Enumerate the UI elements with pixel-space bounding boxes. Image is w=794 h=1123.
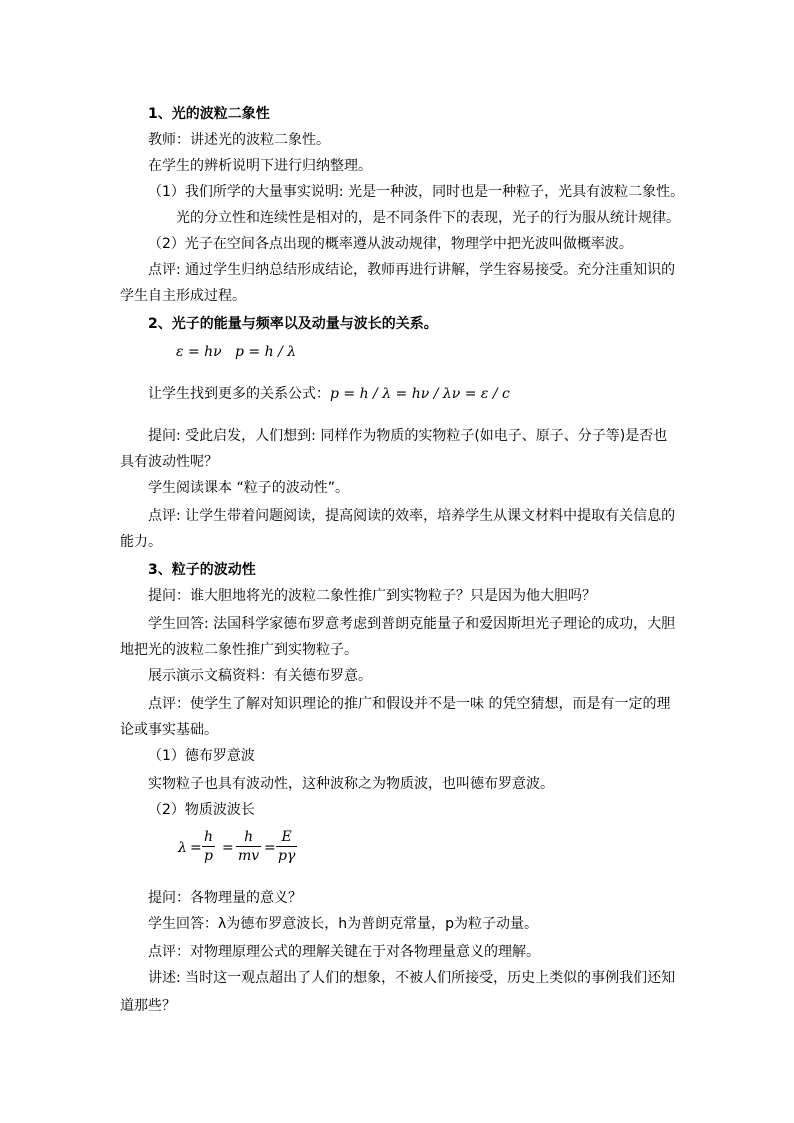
- section-1-heading: 1、光的波粒二象性: [148, 106, 270, 122]
- formula-equals: =: [190, 840, 202, 856]
- section-3-heading: 3、粒子的波动性: [148, 562, 256, 578]
- paragraph: 点评: 通过学生归纳总结形成结论，教师再进行讲解，学生容易接受。充分注重知识的: [148, 262, 676, 278]
- formula-fraction: [236, 828, 261, 865]
- paragraph: 点评：使学生了解对知识理论的推广和假设并不是一味 的凭空猜想，而是有一定的理: [148, 696, 671, 712]
- paragraph: 学生自主形成过程。: [120, 288, 246, 304]
- formula: ε = hν p = h / λ: [176, 344, 297, 360]
- paragraph: 提问: 受此启发，人们想到: 同样作为物质的实物粒子(如电子、原子、分子等)是否也: [148, 428, 668, 444]
- list-item: （1）我们所学的大量事实说明: 光是一种波，同时也是一种粒子，光具有波粒二象性。: [148, 184, 685, 200]
- list-item: （1）德布罗意波: [148, 748, 255, 764]
- paragraph: 地把光的波粒二象性推广到实物粒子。: [120, 642, 358, 658]
- paragraph: 能力。: [120, 534, 162, 550]
- fraction-numerator: E: [276, 828, 297, 847]
- paragraph: 学生阅读课本 “粒子的波动性”。: [148, 480, 349, 496]
- paragraph: 讲述: 当时这一观点超出了人们的想象，不被人们所接受，历史上类似的事例我们还知: [148, 970, 676, 986]
- formula: p = h / λ = hν / λν = ε / c: [330, 386, 510, 402]
- paragraph: [148, 384, 510, 404]
- list-item: （2）光子在空间各点出现的概率遵从波动规律，物理学中把光波叫做概率波。: [148, 236, 633, 252]
- paragraph: 在学生的辨析说明下进行归纳整理。: [148, 158, 372, 174]
- fraction-denominator: pγ: [278, 848, 296, 864]
- formula-fraction: [202, 828, 215, 865]
- formula-equals: =: [264, 840, 276, 856]
- paragraph: 提问：谁大胆地将光的波粒二象性推广到实物粒子？只是因为他大胆吗？: [148, 588, 596, 604]
- paragraph: 教师：讲述光的波粒二象性。: [148, 132, 330, 148]
- fraction-numerator: h: [204, 829, 214, 845]
- list-item: （2）物质波波长: [148, 802, 255, 818]
- paragraph: 实物粒子也具有波动性，这种波称之为物质波，也叫德布罗意波。: [148, 776, 554, 792]
- paragraph: 道那些？: [120, 998, 176, 1014]
- paragraph: 点评：对物理原理公式的理解关键在于对各物理量意义的理解。: [148, 944, 540, 960]
- paragraph: 学生回答: 法国科学家德布罗意考虑到普朗克能量子和爱因斯坦光子理论的成功，大胆: [148, 616, 676, 632]
- paragraph: 提问：各物理量的意义？: [148, 890, 302, 906]
- fraction-numerator: h: [236, 828, 261, 847]
- paragraph: 点评: 让学生带着问题阅读，提高阅读的效率，培养学生从课文材料中提取有关信息的: [148, 508, 676, 524]
- paragraph-text: 让学生找到更多的关系公式：: [148, 386, 330, 402]
- section-2-heading: 2、光子的能量与频率以及动量与波长的关系。: [148, 316, 438, 332]
- paragraph: 展示演示文稿资料：有关德布罗意。: [148, 668, 372, 684]
- paragraph: 光的分立性和连续性是相对的，是不同条件下的表现，光子的行为服从统计规律。: [176, 210, 680, 226]
- paragraph: 学生回答：λ为德布罗意波长，h为普朗克常量，p为粒子动量。: [148, 916, 539, 932]
- formula-symbol: λ: [178, 840, 187, 856]
- paragraph: 论或事实基础。: [120, 722, 218, 738]
- formula-equals: =: [222, 840, 234, 856]
- formula-fraction: [276, 828, 297, 865]
- paragraph: 具有波动性呢？: [120, 454, 218, 470]
- fraction-denominator: p: [204, 848, 213, 864]
- fraction-denominator: mv: [238, 848, 260, 864]
